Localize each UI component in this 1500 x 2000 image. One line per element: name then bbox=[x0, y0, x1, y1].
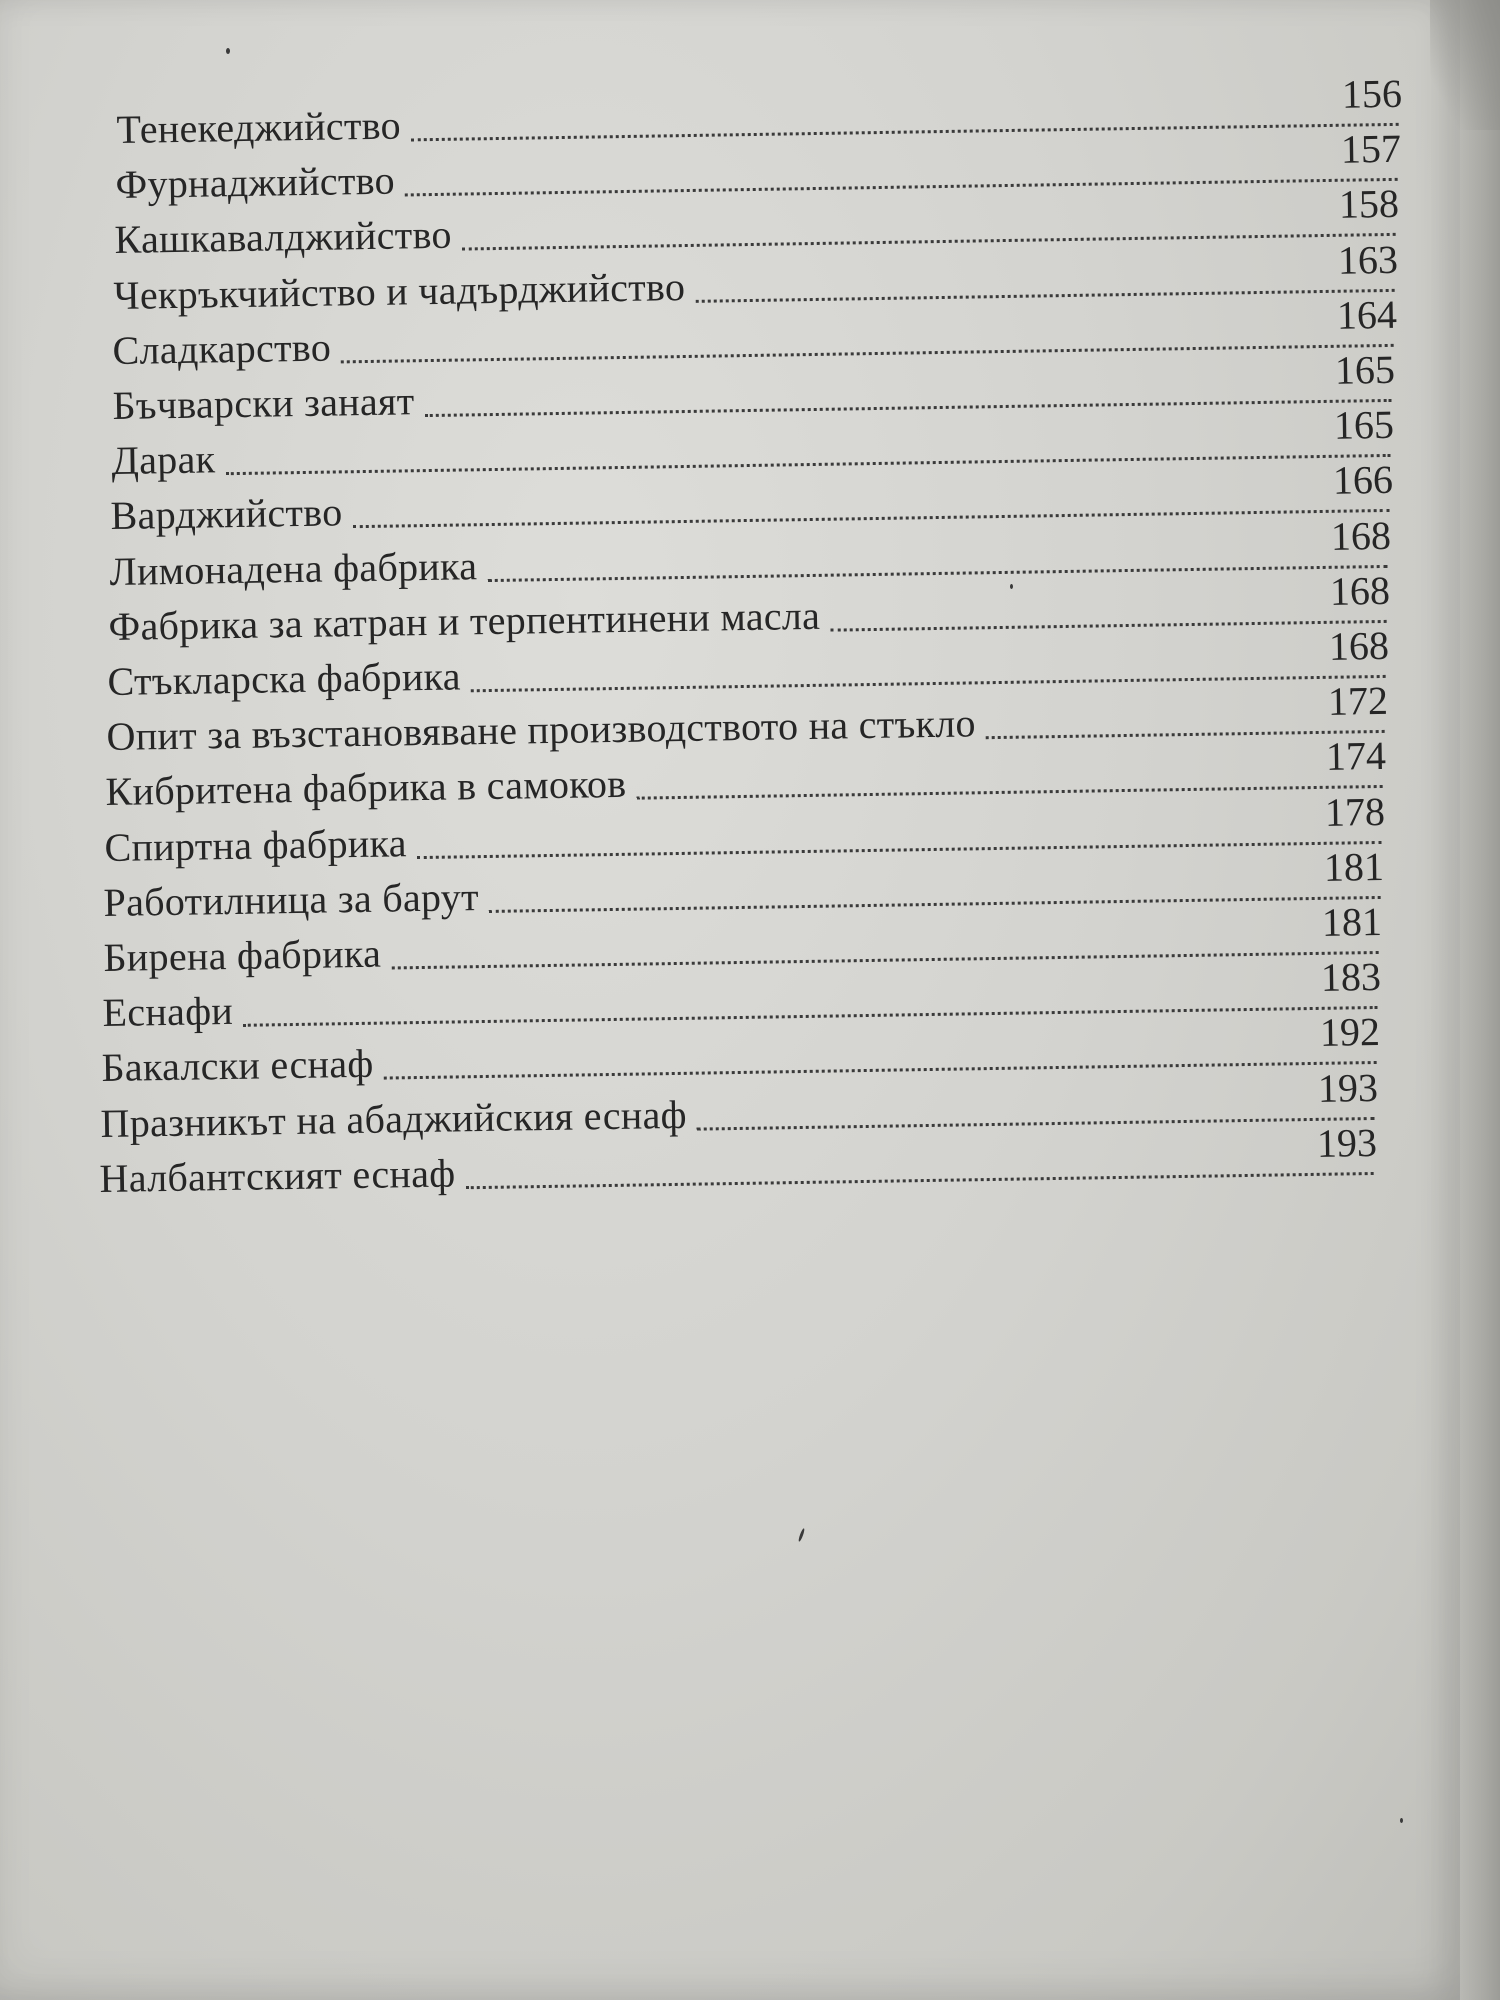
toc-entry-title: Бъчварски занаят bbox=[112, 378, 415, 429]
toc-entry-page-number: 163 bbox=[1337, 236, 1399, 283]
toc-entry-title: Бакалски еснаф bbox=[101, 1040, 374, 1091]
toc-entry-page-number: 156 bbox=[1341, 70, 1403, 117]
toc-entry-title: Варджийство bbox=[110, 489, 343, 539]
toc-entry-page-number: 174 bbox=[1325, 732, 1387, 779]
toc-dot-leader bbox=[696, 289, 1395, 303]
toc-entry-title: Опит за възстановяване производството на стъкло bbox=[106, 700, 977, 760]
toc-entry-page-number: 181 bbox=[1323, 843, 1385, 890]
toc-dot-leader bbox=[986, 730, 1385, 739]
toc-entry-page-number: 193 bbox=[1317, 1064, 1379, 1111]
toc-entry-page-number: 181 bbox=[1321, 898, 1383, 945]
toc-entry-page-number: 158 bbox=[1338, 180, 1400, 227]
toc-entry-title: Бирена фабрика bbox=[103, 930, 382, 981]
toc-entry-page-number: 183 bbox=[1320, 953, 1382, 1000]
print-speck bbox=[1400, 1818, 1403, 1823]
toc-entry-title: Фабрика за катран и терпентинени масла bbox=[108, 592, 821, 650]
toc-entry-title: Еснафи bbox=[102, 987, 234, 1036]
toc-entry-title: Кашкавалджийство bbox=[114, 211, 453, 263]
toc-dot-leader bbox=[697, 1117, 1375, 1131]
toc-entry-page-number: 192 bbox=[1319, 1008, 1381, 1055]
toc-entry-title: Тенекеджийство bbox=[116, 102, 402, 153]
toc-entry-title: Стъкларска фабрика bbox=[107, 653, 462, 705]
toc-entry-title: Сладкарство bbox=[112, 324, 332, 374]
toc-entry-page-number: 168 bbox=[1330, 512, 1392, 559]
toc-entry-title: Лимонадена фабрика bbox=[109, 543, 478, 595]
toc-entry-title: Празникът на абаджийския еснаф bbox=[100, 1091, 688, 1147]
toc-entry-page-number: 166 bbox=[1332, 456, 1394, 503]
toc-dot-leader bbox=[637, 785, 1383, 800]
toc-entry-page-number: 164 bbox=[1336, 291, 1398, 338]
toc-entry-page-number: 165 bbox=[1333, 401, 1395, 448]
toc-entry-page-number: 168 bbox=[1328, 622, 1390, 669]
toc-entry-title: Работилница за барут bbox=[103, 874, 480, 926]
toc-dot-leader bbox=[466, 1172, 1374, 1189]
toc-entry-title: Фурнаджийство bbox=[115, 157, 396, 208]
toc-entry-page-number: 172 bbox=[1327, 677, 1389, 724]
toc-dot-leader bbox=[831, 620, 1387, 632]
toc-entry-page-number: 165 bbox=[1334, 346, 1396, 393]
toc-entry-page-number: 193 bbox=[1316, 1119, 1378, 1166]
toc-entry-page-number: 157 bbox=[1340, 125, 1402, 172]
toc-entry-title: Спиртна фабрика bbox=[104, 820, 408, 871]
toc-entry-page-number: 178 bbox=[1324, 788, 1386, 835]
toc-entry-title: Дарак bbox=[111, 436, 216, 484]
toc-entry-title: Кибритена фабрика в самоков bbox=[105, 760, 627, 815]
toc-entry-title: Чекръкчийство и чадърджийство bbox=[113, 264, 686, 319]
toc-entry-title: Налбантският еснаф bbox=[99, 1150, 456, 1202]
toc-entry-page-number: 168 bbox=[1329, 567, 1391, 614]
